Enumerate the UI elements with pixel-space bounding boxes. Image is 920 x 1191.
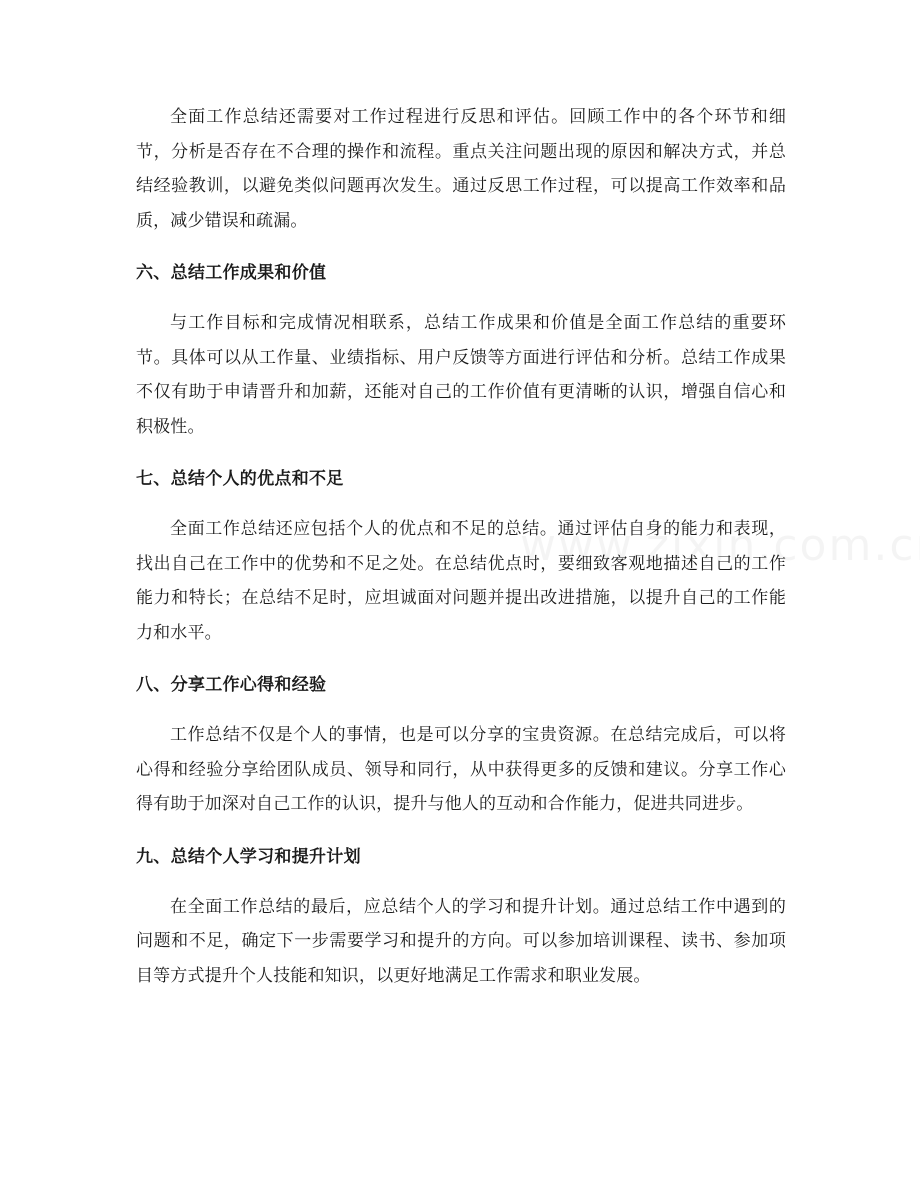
spacer bbox=[136, 496, 786, 512]
section-nine-paragraph: 在全面工作总结的最后，应总结个人的学习和提升计划。通过总结工作中遇到的问题和不足，确定下一步需要学习和提升的方向。可以参加培训课程、读书、参加项目等方式提升个人技能和知识，以更好地满足工作需求和职业发展。 bbox=[136, 896, 786, 986]
spacer bbox=[136, 444, 786, 462]
spacer bbox=[136, 650, 786, 668]
section-nine-heading: 九、总结个人学习和提升计划 bbox=[136, 846, 361, 867]
spacer bbox=[136, 822, 786, 840]
section-eight-heading: 八、分享工作心得和经验 bbox=[136, 675, 327, 695]
section-eight-paragraph: 工作总结不仅是个人的事情，也是可以分享的宝贵资源。在总结完成后，可以将心得和经验分享给团队成员、领导和同行，从中获得更多的反馈和建议。分享工作心得有助于加深对自己工作的认识，提升与他人的互动和合作能力，促进共同进步。 bbox=[136, 725, 786, 814]
section-seven-paragraph: 全面工作总结还应包括个人的优点和不足的总结。通过评估自身的能力和表现，找出自己在工作中的优势和不足之处。在总结优点时，要细致客观地描述自己的工作能力和特长；在总结不足时，应坦诚面对问题并提出改进措施，以提升自己的工作能力和水平。 bbox=[136, 519, 786, 643]
spacer bbox=[136, 874, 786, 890]
spacer bbox=[136, 702, 786, 718]
document-body bbox=[136, 100, 786, 993]
spacer bbox=[136, 290, 786, 306]
section-six-heading: 六、总结工作成果和价值 bbox=[136, 263, 327, 283]
intro-paragraph: 全面工作总结还需要对工作过程进行反思和评估。回顾工作中的各个环节和细节，分析是否存在不合理的操作和流程。重点关注问题出现的原因和解决方式，并总结经验教训，以避免类似问题再次发生。通过反思工作过程，可以提高工作效率和品质，减少错误和疏漏。 bbox=[136, 107, 786, 231]
section-six-paragraph: 与工作目标和完成情况相联系，总结工作成果和价值是全面工作总结的重要环节。具体可以从工作量、业绩指标、用户反馈等方面进行评估和分析。总结工作成果不仅有助于申请晋升和加薪，还能对自己的工作价值有更清晰的认识，增强自信心和积极性。 bbox=[136, 313, 786, 437]
section-seven-heading: 七、总结个人的优点和不足 bbox=[136, 469, 344, 489]
spacer bbox=[136, 238, 786, 256]
